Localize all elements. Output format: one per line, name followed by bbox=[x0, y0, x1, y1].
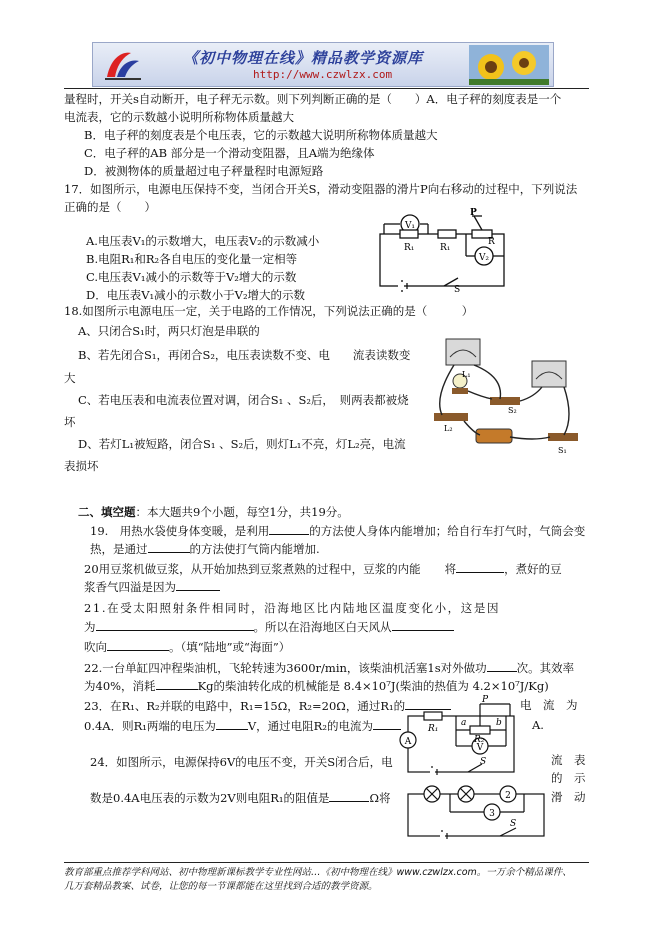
q23-text-a: 23．在R₁、R₂并联的电路中，R₁=15Ω，R₂=20Ω，通过R₁的 bbox=[84, 699, 406, 713]
q20-text-c: ，煮好的豆 bbox=[504, 562, 562, 576]
q24-right-2: 的 示 bbox=[551, 771, 586, 785]
q23-circuit-diagram bbox=[398, 694, 524, 776]
q18-option-c-line2: 坏 bbox=[64, 415, 76, 429]
q19-text-d: 的方法使打气筒内能增加. bbox=[189, 542, 320, 556]
q22-text-c: 为40%，消耗 bbox=[84, 679, 156, 693]
q21-line3 bbox=[84, 638, 290, 655]
q21-line1: 21.在受太阳照射条件相同时，沿海地区比内陆地区温度变化小，这是因 bbox=[84, 601, 501, 615]
banner-title: 《初中物理在线》精品教学资源库 bbox=[183, 49, 424, 67]
q22-line1 bbox=[84, 659, 574, 676]
section2-heading bbox=[78, 504, 349, 520]
q18-fig-l1: L₁ bbox=[462, 370, 471, 379]
section2-title: 二、填空题 bbox=[78, 505, 136, 519]
q20-line1 bbox=[84, 560, 562, 577]
q21-blank-1[interactable] bbox=[96, 618, 254, 631]
q23-fig-a: a bbox=[461, 718, 467, 728]
q22-blank-2[interactable] bbox=[156, 677, 198, 690]
q23-fig-ammeter: A bbox=[404, 737, 412, 747]
q23-fig-p: P bbox=[482, 695, 489, 705]
q23-fig-b: b bbox=[496, 718, 502, 728]
q23-text-c: V，通过电阻R₂的电流为 bbox=[247, 719, 373, 733]
sunflower-image bbox=[469, 45, 549, 85]
q24-text-c: Ω将 bbox=[369, 791, 391, 805]
q24-right-3: 滑 动 bbox=[551, 790, 586, 804]
q22-blank-1[interactable] bbox=[487, 659, 517, 672]
q19-text-a: 19. 用热水袋使身体变暖，是利用 bbox=[90, 524, 270, 538]
q21-blank-2[interactable] bbox=[392, 618, 454, 631]
footer-line2: 几万套精品教案、试卷，让您的每一节课都能在这里找到合适的教学资源。 bbox=[64, 881, 378, 892]
q21-text-e: 。（填“陆地”或“海面”） bbox=[169, 640, 291, 654]
q17-option-c: C.电压表V₁减小的示数等于V₂增大的示数 bbox=[86, 270, 297, 284]
q24-text-b: 数是0.4A电压表的示数为2V则电阻R₁的阻值是 bbox=[90, 791, 330, 805]
q18-option-c-line1: C、若电压表和电流表位置对调，闭合S₁ 、S₂后， 则两表都被烧 bbox=[78, 393, 409, 407]
q23-fig-voltmeter: V bbox=[476, 743, 484, 753]
q21-text-b: 为 bbox=[84, 620, 96, 634]
q23-blank-3[interactable] bbox=[373, 717, 401, 730]
q21-text-d: 吹向 bbox=[84, 640, 107, 654]
q18-option-a: A、只闭合S₁时，两只灯泡是串联的 bbox=[78, 324, 260, 338]
q17-fig-p: P bbox=[470, 208, 477, 218]
banner-url[interactable]: http://www.czwlzx.com bbox=[253, 68, 393, 81]
q23-text-b: 0.4A．则R₁两端的电压为 bbox=[84, 719, 216, 733]
q23-fig-r1: R₁ bbox=[428, 724, 439, 734]
q17-stem-line2: 正确的是（ ） bbox=[64, 200, 156, 214]
q18-option-d-line1: D、若灯L₁被短路，闭合S₁ 、S₂后，则灯L₁不亮，灯L₂亮，电流 bbox=[78, 437, 406, 451]
q20-blank-1[interactable] bbox=[456, 560, 504, 573]
q23-line2 bbox=[84, 717, 401, 734]
q22-text-b: 次。其效率 bbox=[516, 661, 575, 675]
q18-option-d-line2: 表损坏 bbox=[64, 459, 99, 473]
q19-line1 bbox=[90, 522, 585, 539]
q18-fig-l2: L₂ bbox=[444, 424, 453, 433]
q18-circuit-photo bbox=[424, 337, 594, 457]
q21-text-c: 。所以在沿海地区白天风从 bbox=[253, 620, 392, 634]
q19-text-b: 的方法使人身体内能增加；给自行车打气时，气筒会变 bbox=[309, 524, 586, 538]
header-banner bbox=[92, 42, 554, 87]
q22-line2 bbox=[84, 677, 549, 694]
q17-circuit-diagram bbox=[374, 208, 514, 294]
q24-blank-1[interactable] bbox=[329, 789, 369, 802]
q18-fig-s1: S₁ bbox=[558, 446, 567, 455]
q16-line1: 量程时，开关s自动断开，电子秤无示数。则下列判断正确的是（ ）A．电子秤的刻度表是一个 bbox=[64, 92, 562, 106]
q21-line2 bbox=[84, 618, 454, 635]
q24-fig-meter-2: 2 bbox=[505, 791, 511, 801]
q20-text-b: 将 bbox=[444, 562, 457, 576]
q24-line1: 24．如图所示，电源保持6V的电压不变，开关S闭合后，电 bbox=[90, 755, 393, 769]
q24-fig-meter-3: 3 bbox=[489, 809, 495, 819]
section2-desc: ：本大题共9个小题，每空1分，共19分。 bbox=[135, 505, 349, 519]
q17-fig-v1: V₁ bbox=[404, 221, 416, 231]
q17-fig-r1: R₁ bbox=[404, 243, 415, 253]
q23-fig-s: S bbox=[480, 757, 487, 767]
q22-text-a: 22.一台单缸四冲程柴油机，飞轮转速为3600r/min，该柴油机活塞1s对外做功 bbox=[84, 661, 487, 675]
q21-blank-3[interactable] bbox=[107, 638, 169, 651]
q19-blank-2[interactable] bbox=[148, 540, 190, 553]
q24-line2 bbox=[90, 789, 391, 806]
q17-stem-line1: 17．如图所示，电源电压保持不变，当闭合开关S，滑动变阻器的滑片P向右移动的过程中，下列说法 bbox=[64, 182, 578, 196]
q24-fig-s: S bbox=[510, 819, 517, 829]
q17-fig-v2: V₂ bbox=[478, 253, 490, 263]
q17-fig-r2: R₁ bbox=[440, 243, 451, 253]
q17-fig-s: S bbox=[454, 285, 461, 294]
header-rule bbox=[64, 88, 589, 89]
q23-line1-right: 电 流 为 bbox=[520, 698, 578, 712]
q18-option-b-line1: B、若先闭合S₁，再闭合S₂，电压表读数不变、电 流表读数变 bbox=[78, 348, 411, 362]
q24-right-1: 流 表 bbox=[551, 753, 586, 767]
footer-rule bbox=[64, 862, 589, 863]
q18-stem: 18.如图所示电源电压一定，关于电路的工作情况，下列说法正确的是（ ） bbox=[64, 304, 474, 318]
q20-text-d: 浆香气四溢是因为 bbox=[84, 580, 176, 594]
q17-option-b: B.电阻R₁和R₂各自电压的变化量一定相等 bbox=[86, 252, 298, 266]
q17-fig-r: R bbox=[488, 237, 495, 247]
q22-text-d: Kg的柴油转化成的机械能是 8.4×10⁷J(柴油的热值为 4.2×10⁷J/Kg) bbox=[197, 679, 549, 693]
q23-blank-2[interactable] bbox=[216, 717, 248, 730]
q17-option-a: A.电压表V₁的示数增大，电压表V₂的示数减小 bbox=[86, 234, 320, 248]
footer-line1: 教育部重点推荐学科网站、初中物理新课标教学专业性网站…《初中物理在线》www.czwlzx.com。一万余个精品课件、 bbox=[64, 867, 572, 878]
q17-option-d: D．电压表V₁减小的示数小于V₂增大的示数 bbox=[86, 288, 306, 302]
q16-option-d: D．被测物体的质量超过电子秤量程时电源短路 bbox=[84, 164, 324, 178]
q20-text-a: 20用豆浆机做豆浆，从开始加热到豆浆煮熟的过程中，豆浆的内能 bbox=[84, 562, 421, 576]
q18-option-b-line2: 大 bbox=[64, 371, 76, 385]
q16-option-b: B．电子秤的刻度表是个电压表，它的示数越大说明所称物体质量越大 bbox=[84, 128, 438, 142]
q20-line2 bbox=[84, 578, 220, 595]
q23-line2-right: A. bbox=[532, 718, 544, 732]
q19-text-c: 热，是通过 bbox=[90, 542, 148, 556]
q18-fig-s2: S₂ bbox=[508, 406, 517, 415]
q23-fig-r2: R₂ bbox=[474, 735, 485, 745]
q16-line2: 电流表，它的示数越小说明所称物体质量越大 bbox=[64, 110, 294, 124]
q19-blank-1[interactable] bbox=[269, 522, 309, 535]
q19-line2 bbox=[90, 540, 320, 557]
q24-circuit-diagram bbox=[404, 776, 550, 840]
q20-blank-2[interactable] bbox=[176, 578, 220, 591]
q16-option-c: C．电子秤的AB 部分是一个滑动变阻器，且A端为绝缘体 bbox=[84, 146, 375, 160]
site-logo-icon bbox=[101, 47, 143, 83]
q23-line1 bbox=[84, 697, 451, 714]
